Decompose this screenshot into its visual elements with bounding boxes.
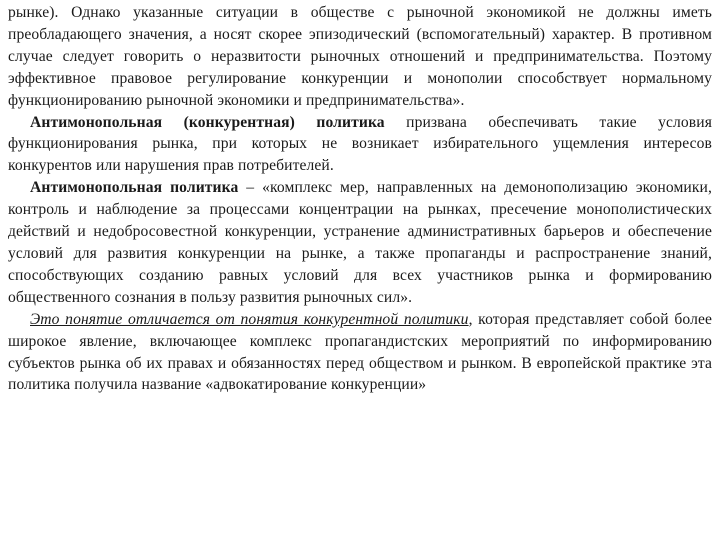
term-antimonopoly-policy: Антимонопольная политика: [30, 179, 239, 197]
term-antimonopoly-competition-policy: Антимонопольная (конкурентная) политика: [30, 113, 385, 131]
paragraph-3-text: – «комплекс мер, направленных на демонополизацию экономики, контроль и наблюдение за процессами концентрации на рынках, пресечение монополистических действий и недобросовестной конкуренции, устранение административных барьеров и обеспечение условий для развития конкуренции на рынке, а также пропаганды и распространение знаний, способствующих созданию равных условий для всех участников рынка и формированию общественного сознания в пользу развития рыночных сил».: [8, 179, 712, 306]
paragraph-1-text: рынке). Однако указанные ситуации в обществе с рыночной экономикой не должны иметь преобладающего значения, а носят скорее эпизодический (вспомогательный) характер. В противном случае следует говорить о неразвитости рыночных отношений и предпринимательства. Поэтому эффективное правовое регулирование конкуренции и монополии способствует нормальному функционированию рыночной экономики и предпринимательства».: [8, 4, 712, 109]
underlined-phrase: Это понятие отличается от понятия конкурентной политики: [30, 310, 469, 328]
paragraph-2: [8, 112, 712, 178]
paragraph-4-text: , которая представляет собой более широкое явление, включающее комплекс пропагандистских мероприятий по информированию субъектов рынка об их правах и обязанностях перед обществом и рынком. В европейской практике эта политика получила название «адвокатирование конкуренции»: [8, 310, 712, 394]
paragraph-3: [8, 177, 712, 308]
paragraph-2-text: призвана обеспечивать такие условия функционирования рынка, при которых не возникает избирательного ущемления интересов конкурентов или нарушения прав потребителей.: [8, 113, 712, 175]
document-body: [8, 2, 712, 396]
paragraph-1: [8, 2, 712, 112]
paragraph-4: [8, 309, 712, 397]
